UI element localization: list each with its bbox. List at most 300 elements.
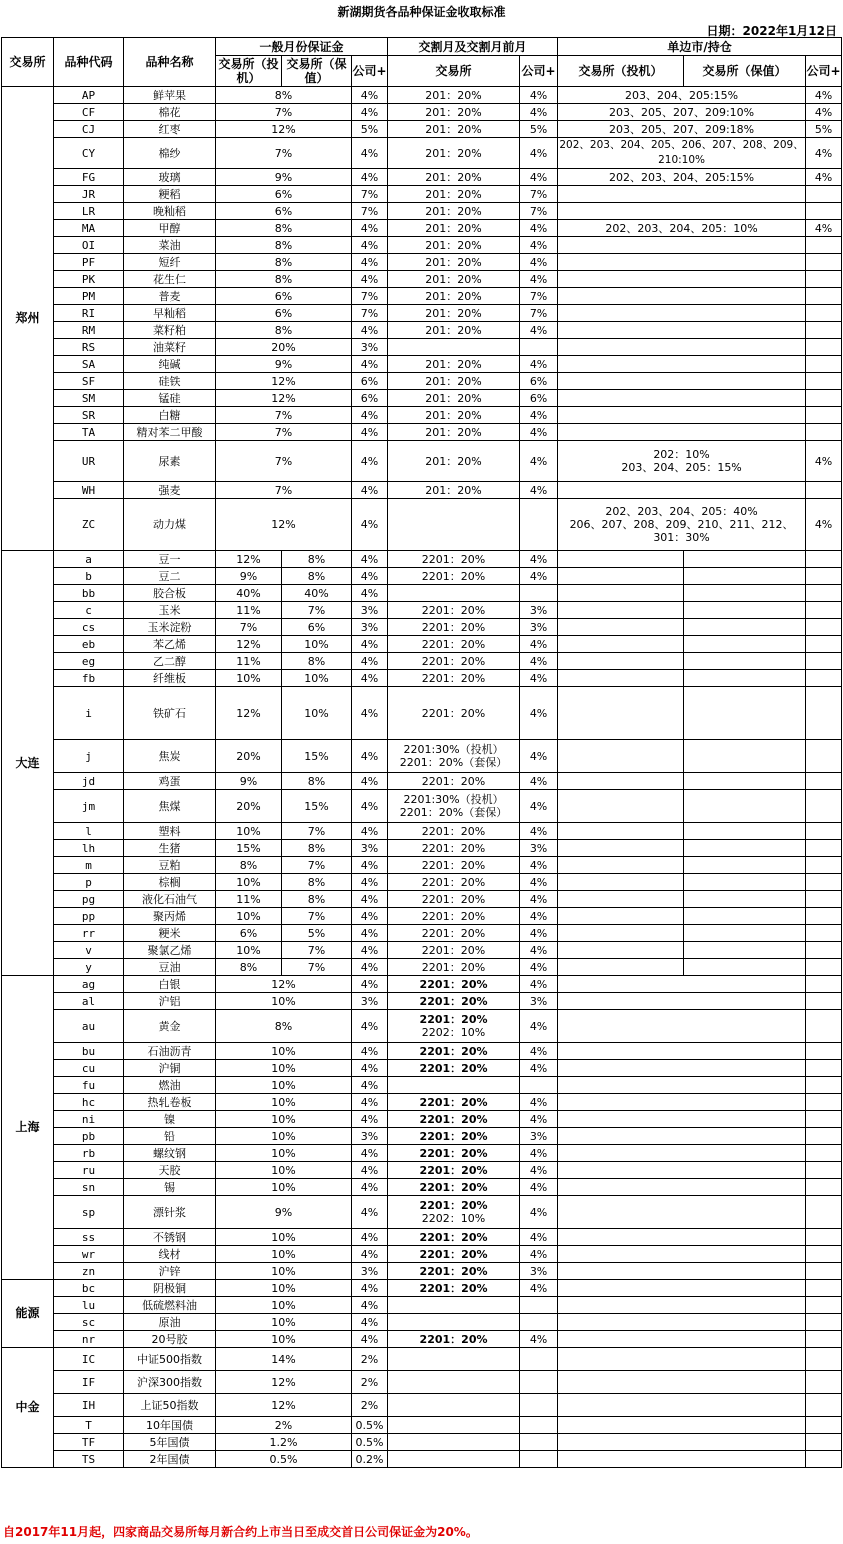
general-margin-cell: 7% — [216, 482, 352, 499]
name-cell: 石油沥青 — [124, 1043, 216, 1060]
code-cell: i — [54, 687, 124, 740]
single-company-cell — [806, 271, 842, 288]
table-row — [2, 857, 842, 874]
delivery-exch-cell: 201：20% — [388, 138, 520, 169]
name-cell: 早籼稻 — [124, 305, 216, 322]
delivery-exch-cell: 2201：20% — [388, 857, 520, 874]
table-row — [2, 138, 842, 169]
code-cell: RI — [54, 305, 124, 322]
general-company-cell: 4% — [352, 1145, 388, 1162]
table-row — [2, 499, 842, 551]
header-single-company: 公司+ — [806, 56, 842, 87]
delivery-line: 2202：10% — [421, 1212, 486, 1225]
single-hedge-cell — [684, 619, 806, 636]
single-company-cell — [806, 390, 842, 407]
table-row — [2, 1348, 842, 1371]
general-company-cell: 4% — [352, 740, 388, 773]
code-cell: pp — [54, 908, 124, 925]
table-row — [2, 1145, 842, 1162]
delivery-exch-cell — [388, 1434, 520, 1451]
general-company-cell: 4% — [352, 585, 388, 602]
name-cell: 锰硅 — [124, 390, 216, 407]
delivery-company-cell — [520, 1451, 558, 1468]
single-spec-cell — [558, 670, 684, 687]
name-cell: 玉米淀粉 — [124, 619, 216, 636]
single-company-cell — [806, 1280, 842, 1297]
delivery-company-cell — [520, 339, 558, 356]
general-hedge-cell: 40% — [282, 585, 352, 602]
single-spec-cell — [558, 925, 684, 942]
general-company-cell: 3% — [352, 339, 388, 356]
code-cell: lh — [54, 840, 124, 857]
table-row — [2, 1417, 842, 1434]
table-row — [2, 121, 842, 138]
table-row — [2, 271, 842, 288]
general-spec-cell: 9% — [216, 568, 282, 585]
general-company-cell: 4% — [352, 874, 388, 891]
delivery-exch-cell: 2201：20% — [388, 976, 520, 993]
delivery-exch-cell — [388, 1417, 520, 1434]
name-cell: 硅铁 — [124, 373, 216, 390]
table-row — [2, 1434, 842, 1451]
single-company-cell — [806, 976, 842, 993]
table-row — [2, 390, 842, 407]
single-exch-cell — [558, 322, 806, 339]
single-company-cell — [806, 237, 842, 254]
code-cell: v — [54, 942, 124, 959]
code-cell: sp — [54, 1196, 124, 1229]
single-company-cell — [806, 790, 842, 823]
general-hedge-cell: 7% — [282, 959, 352, 976]
name-cell: 甲醇 — [124, 220, 216, 237]
code-cell: eg — [54, 653, 124, 670]
delivery-exch-cell: 201：20% — [388, 407, 520, 424]
single-exch-cell — [558, 1331, 806, 1348]
name-cell: 粳稻 — [124, 186, 216, 203]
single-exch-cell: 203、204、205:15% — [558, 87, 806, 104]
general-company-cell: 3% — [352, 1263, 388, 1280]
name-cell: 苯乙烯 — [124, 636, 216, 653]
general-company-cell: 4% — [352, 482, 388, 499]
single-company-cell — [806, 568, 842, 585]
code-cell: bb — [54, 585, 124, 602]
delivery-company-cell — [520, 1394, 558, 1417]
single-company-cell — [806, 1111, 842, 1128]
delivery-company-cell: 4% — [520, 1179, 558, 1196]
single-exch-cell — [558, 356, 806, 373]
general-company-cell: 4% — [352, 271, 388, 288]
single-company-cell — [806, 653, 842, 670]
single-exch-cell — [558, 407, 806, 424]
delivery-company-cell: 4% — [520, 1246, 558, 1263]
delivery-company-cell: 4% — [520, 1331, 558, 1348]
footer-note: 自2017年11月起，四家商品交易所每月新合约上市当日至成交首日公司保证金为20%。 — [3, 1525, 478, 1539]
name-cell: 白银 — [124, 976, 216, 993]
name-cell: 玻璃 — [124, 169, 216, 186]
single-company-cell — [806, 254, 842, 271]
delivery-exch-cell — [388, 1196, 520, 1229]
single-line: 206、207、208、209、210、211、212、301：30% — [569, 518, 794, 544]
general-margin-cell: 6% — [216, 305, 352, 322]
general-company-cell: 4% — [352, 499, 388, 551]
delivery-company-cell: 4% — [520, 687, 558, 740]
table-row — [2, 169, 842, 186]
general-company-cell: 4% — [352, 942, 388, 959]
general-company-cell: 4% — [352, 790, 388, 823]
general-company-cell: 4% — [352, 1314, 388, 1331]
general-margin-cell: 10% — [216, 1263, 352, 1280]
delivery-line: 2201：20% — [419, 1199, 488, 1212]
single-exch-cell — [558, 482, 806, 499]
code-cell: OI — [54, 237, 124, 254]
table-row — [2, 602, 842, 619]
name-cell: 粳米 — [124, 925, 216, 942]
general-company-cell: 4% — [352, 356, 388, 373]
general-company-cell: 4% — [352, 169, 388, 186]
general-spec-cell: 10% — [216, 670, 282, 687]
general-hedge-cell: 7% — [282, 857, 352, 874]
code-cell: bc — [54, 1280, 124, 1297]
name-cell: 5年国债 — [124, 1434, 216, 1451]
code-cell: ag — [54, 976, 124, 993]
general-company-cell: 7% — [352, 186, 388, 203]
general-margin-cell: 7% — [216, 407, 352, 424]
delivery-company-cell: 3% — [520, 1263, 558, 1280]
code-cell: CJ — [54, 121, 124, 138]
general-company-cell: 4% — [352, 653, 388, 670]
delivery-exch-cell: 201：20% — [388, 441, 520, 482]
general-company-cell: 4% — [352, 220, 388, 237]
general-margin-cell: 6% — [216, 186, 352, 203]
name-cell: 原油 — [124, 1314, 216, 1331]
table-row — [2, 790, 842, 823]
single-hedge-cell — [684, 823, 806, 840]
delivery-company-cell: 3% — [520, 1128, 558, 1145]
general-company-cell: 4% — [352, 687, 388, 740]
single-company-cell: 4% — [806, 499, 842, 551]
exchange-cell: 能源 — [2, 1280, 54, 1348]
table-row — [2, 373, 842, 390]
name-cell: 油菜籽 — [124, 339, 216, 356]
general-company-cell: 6% — [352, 373, 388, 390]
general-margin-cell: 8% — [216, 237, 352, 254]
code-cell: PM — [54, 288, 124, 305]
name-cell: 普麦 — [124, 288, 216, 305]
name-cell: 阴极铜 — [124, 1280, 216, 1297]
code-cell: RM — [54, 322, 124, 339]
table-row — [2, 1263, 842, 1280]
name-cell: 不锈钢 — [124, 1229, 216, 1246]
name-cell: 10年国债 — [124, 1417, 216, 1434]
delivery-exch-cell — [388, 1348, 520, 1371]
single-company-cell — [806, 551, 842, 568]
single-company-cell — [806, 203, 842, 220]
table-row — [2, 1451, 842, 1468]
delivery-company-cell: 3% — [520, 993, 558, 1010]
code-cell: TS — [54, 1451, 124, 1468]
delivery-company-cell: 4% — [520, 636, 558, 653]
name-cell: 棉纱 — [124, 138, 216, 169]
table-row — [2, 1394, 842, 1417]
general-margin-cell: 7% — [216, 138, 352, 169]
delivery-company-cell: 4% — [520, 551, 558, 568]
general-spec-cell: 10% — [216, 823, 282, 840]
general-spec-cell: 10% — [216, 908, 282, 925]
code-cell: CF — [54, 104, 124, 121]
table-row — [2, 305, 842, 322]
name-cell: 塑料 — [124, 823, 216, 840]
single-company-cell: 4% — [806, 169, 842, 186]
name-cell: 沪铜 — [124, 1060, 216, 1077]
header-code: 品种代码 — [54, 38, 124, 87]
delivery-exch-cell: 201：20% — [388, 220, 520, 237]
delivery-company-cell: 4% — [520, 424, 558, 441]
general-hedge-cell: 7% — [282, 942, 352, 959]
general-company-cell: 4% — [352, 976, 388, 993]
single-exch-cell — [558, 1111, 806, 1128]
delivery-exch-cell: 2201：20% — [388, 1263, 520, 1280]
single-company-cell — [806, 373, 842, 390]
single-company-cell — [806, 840, 842, 857]
delivery-company-cell: 4% — [520, 790, 558, 823]
single-hedge-cell — [684, 773, 806, 790]
table-row — [2, 993, 842, 1010]
single-hedge-cell — [684, 908, 806, 925]
delivery-exch-cell: 201：20% — [388, 271, 520, 288]
delivery-company-cell: 4% — [520, 670, 558, 687]
header-single-hedge: 交易所（保值） — [684, 56, 806, 87]
delivery-exch-cell: 2201：20% — [388, 773, 520, 790]
general-company-cell: 4% — [352, 568, 388, 585]
single-spec-cell — [558, 619, 684, 636]
delivery-exch-cell — [388, 339, 520, 356]
general-margin-cell: 10% — [216, 1111, 352, 1128]
single-hedge-cell — [684, 551, 806, 568]
header-single-spec: 交易所（投机） — [558, 56, 684, 87]
single-hedge-cell — [684, 740, 806, 773]
name-cell: 生猪 — [124, 840, 216, 857]
general-company-cell: 7% — [352, 305, 388, 322]
delivery-exch-cell: 2201：20% — [388, 687, 520, 740]
header-delivery: 交割月及交割月前月 — [388, 38, 558, 56]
single-exch-cell — [558, 1043, 806, 1060]
table-row — [2, 104, 842, 121]
delivery-company-cell: 4% — [520, 482, 558, 499]
general-margin-cell: 10% — [216, 1060, 352, 1077]
general-spec-cell: 11% — [216, 891, 282, 908]
single-spec-cell — [558, 740, 684, 773]
single-spec-cell — [558, 653, 684, 670]
code-cell: p — [54, 874, 124, 891]
name-cell: 纤维板 — [124, 670, 216, 687]
code-cell: bu — [54, 1043, 124, 1060]
delivery-exch-cell — [388, 1451, 520, 1468]
general-hedge-cell: 8% — [282, 568, 352, 585]
single-spec-cell — [558, 568, 684, 585]
single-hedge-cell — [684, 891, 806, 908]
delivery-company-cell: 4% — [520, 908, 558, 925]
general-hedge-cell: 6% — [282, 619, 352, 636]
header-delivery-exch: 交易所 — [388, 56, 520, 87]
general-margin-cell: 10% — [216, 1128, 352, 1145]
single-line: 202：10% — [653, 448, 710, 461]
general-company-cell: 5% — [352, 121, 388, 138]
delivery-line: 2202：10% — [421, 1026, 486, 1039]
single-exch-cell — [558, 186, 806, 203]
table-row — [2, 407, 842, 424]
delivery-exch-cell: 2201：20% — [388, 942, 520, 959]
general-margin-cell: 10% — [216, 1314, 352, 1331]
delivery-company-cell: 6% — [520, 373, 558, 390]
code-cell: WH — [54, 482, 124, 499]
general-company-cell: 3% — [352, 602, 388, 619]
delivery-company-cell: 4% — [520, 740, 558, 773]
single-spec-cell — [558, 551, 684, 568]
delivery-company-cell: 5% — [520, 121, 558, 138]
single-exch-cell — [558, 976, 806, 993]
single-exch-cell — [558, 993, 806, 1010]
general-hedge-cell: 5% — [282, 925, 352, 942]
delivery-exch-cell: 2201：20% — [388, 568, 520, 585]
delivery-company-cell — [520, 1314, 558, 1331]
delivery-exch-cell: 201：20% — [388, 203, 520, 220]
general-spec-cell: 8% — [216, 959, 282, 976]
single-company-cell — [806, 1297, 842, 1314]
delivery-exch-cell: 2201：20% — [388, 551, 520, 568]
single-exch-cell — [558, 1077, 806, 1094]
single-exch-cell — [558, 1394, 806, 1417]
general-spec-cell: 15% — [216, 840, 282, 857]
name-cell: 中证500指数 — [124, 1348, 216, 1371]
delivery-exch-cell: 2201：20% — [388, 670, 520, 687]
code-cell: jm — [54, 790, 124, 823]
general-margin-cell: 12% — [216, 373, 352, 390]
delivery-company-cell: 4% — [520, 138, 558, 169]
single-company-cell — [806, 339, 842, 356]
name-cell: 镍 — [124, 1111, 216, 1128]
single-company-cell: 4% — [806, 220, 842, 237]
single-line: 203、204、205：15% — [621, 461, 742, 474]
delivery-exch-cell: 201：20% — [388, 169, 520, 186]
single-company-cell — [806, 186, 842, 203]
general-company-cell: 4% — [352, 1077, 388, 1094]
delivery-exch-cell: 2201：20% — [388, 823, 520, 840]
table-row — [2, 288, 842, 305]
single-company-cell — [806, 1077, 842, 1094]
code-cell: pb — [54, 1128, 124, 1145]
code-cell: TA — [54, 424, 124, 441]
delivery-company-cell: 7% — [520, 305, 558, 322]
single-hedge-cell — [684, 790, 806, 823]
general-margin-cell: 9% — [216, 1196, 352, 1229]
name-cell: 豆一 — [124, 551, 216, 568]
single-line: 202、203、204、205：40% — [605, 505, 758, 518]
single-exch-cell: 202、203、204、205、206、207、208、209、210:10% — [558, 138, 806, 169]
delivery-exch-cell — [388, 790, 520, 823]
delivery-exch-cell: 2201：20% — [388, 1094, 520, 1111]
name-cell: 豆油 — [124, 959, 216, 976]
table-row — [2, 976, 842, 993]
single-exch-cell — [558, 390, 806, 407]
single-hedge-cell — [684, 670, 806, 687]
delivery-line: 2201:30%（投机） — [403, 793, 504, 806]
single-company-cell — [806, 636, 842, 653]
single-spec-cell — [558, 636, 684, 653]
table-row — [2, 1280, 842, 1297]
general-margin-cell: 12% — [216, 976, 352, 993]
code-cell: PF — [54, 254, 124, 271]
name-cell: 尿素 — [124, 441, 216, 482]
delivery-company-cell: 4% — [520, 942, 558, 959]
single-company-cell — [806, 305, 842, 322]
single-exch-cell — [558, 1162, 806, 1179]
name-cell: 棕榈 — [124, 874, 216, 891]
general-company-cell: 4% — [352, 1060, 388, 1077]
delivery-company-cell: 4% — [520, 220, 558, 237]
code-cell: nr — [54, 1331, 124, 1348]
name-cell: 液化石油气 — [124, 891, 216, 908]
table-row — [2, 891, 842, 908]
name-cell: 燃油 — [124, 1077, 216, 1094]
general-company-cell: 4% — [352, 1246, 388, 1263]
delivery-company-cell: 4% — [520, 1280, 558, 1297]
single-hedge-cell — [684, 687, 806, 740]
name-cell: 锡 — [124, 1179, 216, 1196]
name-cell: 花生仁 — [124, 271, 216, 288]
single-company-cell — [806, 1010, 842, 1043]
table-row — [2, 619, 842, 636]
table-row — [2, 322, 842, 339]
single-exch-cell — [558, 1128, 806, 1145]
single-hedge-cell — [684, 942, 806, 959]
single-company-cell — [806, 740, 842, 773]
code-cell: IF — [54, 1371, 124, 1394]
general-margin-cell: 8% — [216, 271, 352, 288]
delivery-exch-cell — [388, 585, 520, 602]
delivery-company-cell: 4% — [520, 1043, 558, 1060]
general-margin-cell: 6% — [216, 203, 352, 220]
single-spec-cell — [558, 874, 684, 891]
code-cell: m — [54, 857, 124, 874]
code-cell: ZC — [54, 499, 124, 551]
single-company-cell — [806, 1371, 842, 1394]
name-cell: 短纤 — [124, 254, 216, 271]
delivery-company-cell: 4% — [520, 87, 558, 104]
code-cell: y — [54, 959, 124, 976]
delivery-company-cell: 4% — [520, 1094, 558, 1111]
table-row — [2, 740, 842, 773]
general-spec-cell: 9% — [216, 773, 282, 790]
single-company-cell — [806, 1162, 842, 1179]
single-company-cell — [806, 356, 842, 373]
name-cell: 菜油 — [124, 237, 216, 254]
table-row — [2, 1111, 842, 1128]
single-exch-cell — [558, 339, 806, 356]
name-cell: 晚籼稻 — [124, 203, 216, 220]
header-row-1 — [2, 38, 842, 56]
table-row — [2, 87, 842, 104]
date-label: 日期：2022年1月12日 — [706, 24, 837, 38]
general-margin-cell: 8% — [216, 220, 352, 237]
general-company-cell: 4% — [352, 87, 388, 104]
single-company-cell — [806, 1179, 842, 1196]
code-cell: pg — [54, 891, 124, 908]
page-title: 新湖期货各品种保证金收取标准 — [337, 5, 506, 19]
single-spec-cell — [558, 773, 684, 790]
name-cell: 胶合板 — [124, 585, 216, 602]
delivery-exch-cell: 2201：20% — [388, 1280, 520, 1297]
single-spec-cell — [558, 959, 684, 976]
